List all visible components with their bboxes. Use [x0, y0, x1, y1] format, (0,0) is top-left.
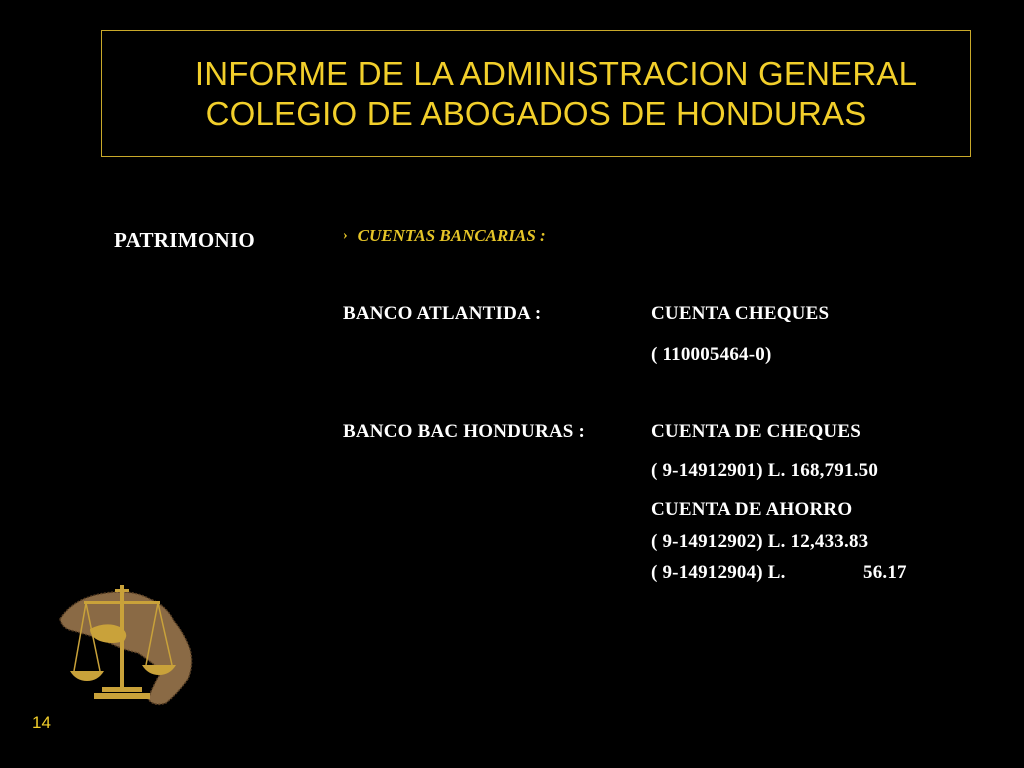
title-line-2: COLEGIO DE ABOGADOS DE HONDURAS: [205, 94, 867, 132]
atlantida-account-number: ( 110005464-0): [651, 344, 772, 365]
bank-bac-label: BANCO BAC HONDURAS :: [343, 421, 586, 442]
bac-savings-line-2-prefix: ( 9-14912904) L.: [651, 562, 786, 583]
section-label: PATRIMONIO: [114, 228, 256, 252]
title-line-1: INFORME DE LA ADMINISTRACION GENERAL: [194, 54, 918, 92]
bullet-heading-text: CUENTAS BANCARIAS :: [357, 226, 546, 245]
title-box: [101, 30, 971, 157]
atlantida-account-type: CUENTA CHEQUES: [651, 303, 830, 324]
bac-checking-type: CUENTA DE CHEQUES: [651, 421, 861, 442]
page-number: 14: [32, 713, 51, 732]
bank-atlantida-label: BANCO ATLANTIDA :: [343, 303, 542, 324]
scales-of-justice-logo: [54, 583, 196, 707]
bac-savings-type: CUENTA DE AHORRO: [651, 499, 853, 520]
bullet-heading: [343, 226, 546, 246]
bullet-arrow-icon: ›: [343, 228, 348, 243]
bac-savings-line-2-amount: 56.17: [863, 562, 907, 583]
bac-checking-line: ( 9-14912901) L. 168,791.50: [651, 460, 879, 481]
bac-savings-line-1: ( 9-14912902) L. 12,433.83: [651, 531, 869, 552]
